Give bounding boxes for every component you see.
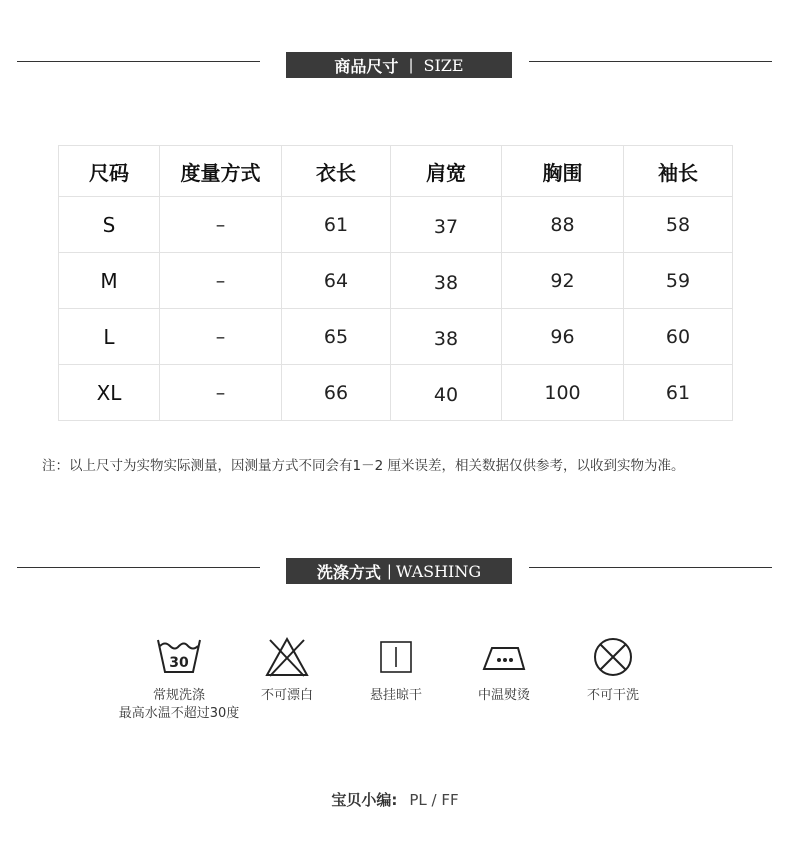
size-title-en: SIZE xyxy=(423,55,464,75)
size-table xyxy=(58,145,733,421)
header-size: 尺码 xyxy=(59,146,160,197)
no-dry-clean-icon xyxy=(590,636,636,678)
iron-medium-icon xyxy=(480,636,528,678)
size-section-title xyxy=(286,52,512,78)
washing-title-separator: | xyxy=(386,562,392,580)
wash-30-icon xyxy=(156,636,202,676)
size-divider-right xyxy=(529,61,772,62)
wash-label-hang-dry: 悬挂晾干 xyxy=(369,688,422,703)
size-title-zh: 商品尺寸 xyxy=(334,56,399,76)
length-cell: 65 xyxy=(282,309,391,365)
header-length: 衣长 xyxy=(282,146,391,197)
chest-cell: 96 xyxy=(502,309,624,365)
length-cell: 64 xyxy=(282,253,391,309)
header-chest: 胸围 xyxy=(502,146,624,197)
size-table-header-row xyxy=(59,146,733,197)
washing-divider-left xyxy=(17,567,260,568)
editor-credit xyxy=(0,789,790,810)
method-cell: – xyxy=(160,197,282,253)
wash-label-iron: 中温熨烫 xyxy=(477,688,530,703)
washing-title-en: WASHING xyxy=(395,561,482,581)
no-bleach-icon xyxy=(264,636,310,678)
length-cell: 61 xyxy=(282,197,391,253)
table-row xyxy=(59,309,733,365)
shoulder-cell: 38 xyxy=(391,253,502,309)
editor-value: PL / FF xyxy=(409,791,459,809)
header-measure-method: 度量方式 xyxy=(160,146,282,197)
wash-item-no-dry-clean xyxy=(543,636,683,705)
size-divider-left xyxy=(17,61,260,62)
washing-divider-right xyxy=(529,567,772,568)
size-title-separator: | xyxy=(408,56,414,74)
shoulder-cell: 40 xyxy=(391,365,502,421)
table-row xyxy=(59,365,733,421)
size-cell: M xyxy=(59,253,160,309)
wash-label-no-dry-clean: 不可干洗 xyxy=(586,688,639,703)
sleeve-cell: 61 xyxy=(624,365,733,421)
table-row xyxy=(59,253,733,309)
chest-cell: 88 xyxy=(502,197,624,253)
size-cell: S xyxy=(59,197,160,253)
measurement-note: 注：以上尺寸为实物实际测量，因测量方式不同会有1－2 厘米误差，相关数据仅供参考，以收到实物为准。 xyxy=(42,458,685,474)
hang-dry-icon xyxy=(373,636,419,678)
method-cell: – xyxy=(160,309,282,365)
shoulder-cell: 37 xyxy=(391,197,502,253)
washing-title-zh: 洗涤方式 xyxy=(316,562,381,582)
wash-temperature-label: 30 xyxy=(169,655,189,671)
wash-label-no-bleach: 不可漂白 xyxy=(260,688,313,703)
sleeve-cell: 60 xyxy=(624,309,733,365)
sleeve-cell: 59 xyxy=(624,253,733,309)
editor-label: 宝贝小编: xyxy=(331,791,398,809)
chest-cell: 100 xyxy=(502,365,624,421)
size-cell: XL xyxy=(59,365,160,421)
method-cell: – xyxy=(160,365,282,421)
size-cell: L xyxy=(59,309,160,365)
table-row xyxy=(59,197,733,253)
washing-section-title xyxy=(286,558,512,584)
wash-label-normal: 常规洗涤 xyxy=(152,688,205,703)
length-cell: 66 xyxy=(282,365,391,421)
header-shoulder: 肩宽 xyxy=(391,146,502,197)
shoulder-cell: 38 xyxy=(391,309,502,365)
wash-label-normal-temp: 最高水温不超过30度 xyxy=(118,706,240,721)
method-cell: – xyxy=(160,253,282,309)
chest-cell: 92 xyxy=(502,253,624,309)
sleeve-cell: 58 xyxy=(624,197,733,253)
header-sleeve: 袖长 xyxy=(624,146,733,197)
